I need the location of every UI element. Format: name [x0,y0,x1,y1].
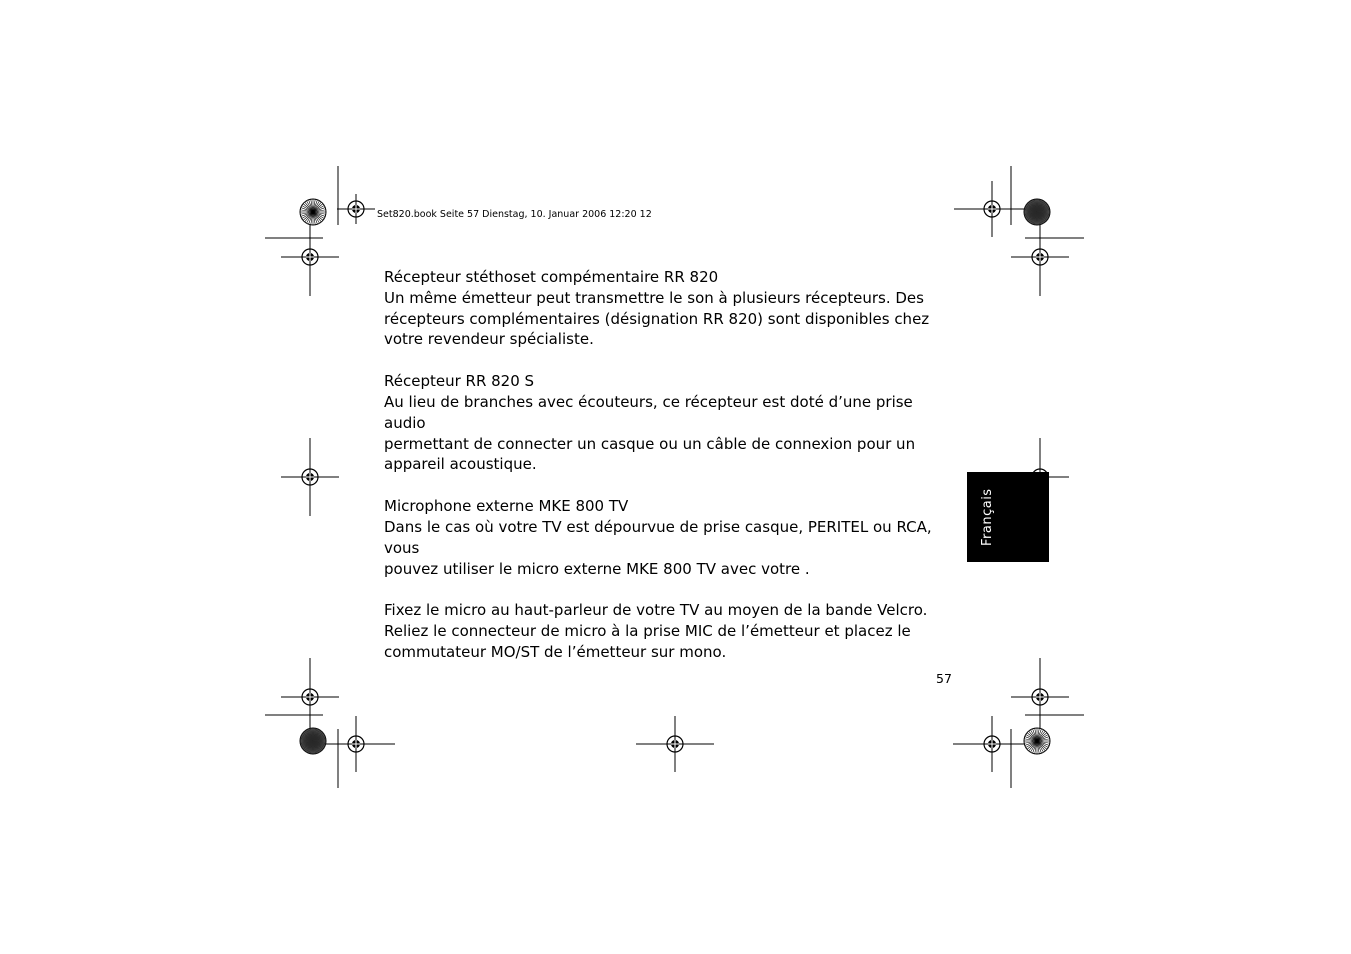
section-heading: Microphone externe MKE 800 TV [384,497,629,516]
body-line: Dans le cas où votre TV est dépourvue de prise casque, PERITEL ou RCA, vous [384,517,932,557]
body-line: Au lieu de branches avec écouteurs, ce récepteur est doté d’une prise audio [384,392,913,432]
page-number: 57 [936,671,952,686]
section-external-microphone [384,496,959,579]
section-receiver-rr820s [384,371,959,475]
registration-mark-icon [281,218,339,296]
section-mounting-instructions [384,600,959,662]
registration-mark-icon [317,716,395,772]
body-line: commutateur MO/ST de l’émetteur sur mono. [384,642,727,661]
section-heading: Récepteur stéthoset compémentaire RR 820 [384,268,719,286]
body-line: appareil acoustique. [384,455,537,474]
registration-mark-icon [636,716,714,772]
body-line: Fixez le micro au haut-parleur de votre TV au moyen de la bande Velcro. [384,601,928,620]
star-target-icon [1024,199,1050,225]
registration-mark-icon [954,181,1030,237]
document-body [384,267,959,684]
star-target-icon [1024,728,1050,754]
body-line: pouvez utiliser le micro externe MKE 800 TV avec votre . [384,559,810,578]
registration-mark-icon [1011,218,1069,296]
star-target-icon [300,728,326,754]
body-line: votre revendeur spécialiste. [384,330,594,349]
star-target-icon [300,199,326,225]
registration-mark-icon [281,658,339,736]
body-line: Reliez le connecteur de micro à la prise MIC de l’émetteur et placez le [384,622,911,641]
body-line: récepteurs complémentaires (désignation RR 820) sont disponibles chez [384,309,930,328]
section-additional-receiver [384,267,959,350]
section-heading: Récepteur RR 820 S [384,372,535,391]
registration-mark-icon [1011,658,1069,736]
body-line: Un même émetteur peut transmettre le son à plusieurs récepteurs. Des [384,288,924,307]
language-tab-label: Français [980,488,995,546]
slug-line: Set820.book Seite 57 Dienstag, 10. Januar 2006 12:20 12 [377,209,652,220]
body-line: permettant de connecter un casque ou un câble de connexion pour un [384,434,916,453]
registration-mark-icon [953,716,1031,772]
registration-mark-icon [281,438,339,516]
registration-mark-icon [337,194,375,224]
